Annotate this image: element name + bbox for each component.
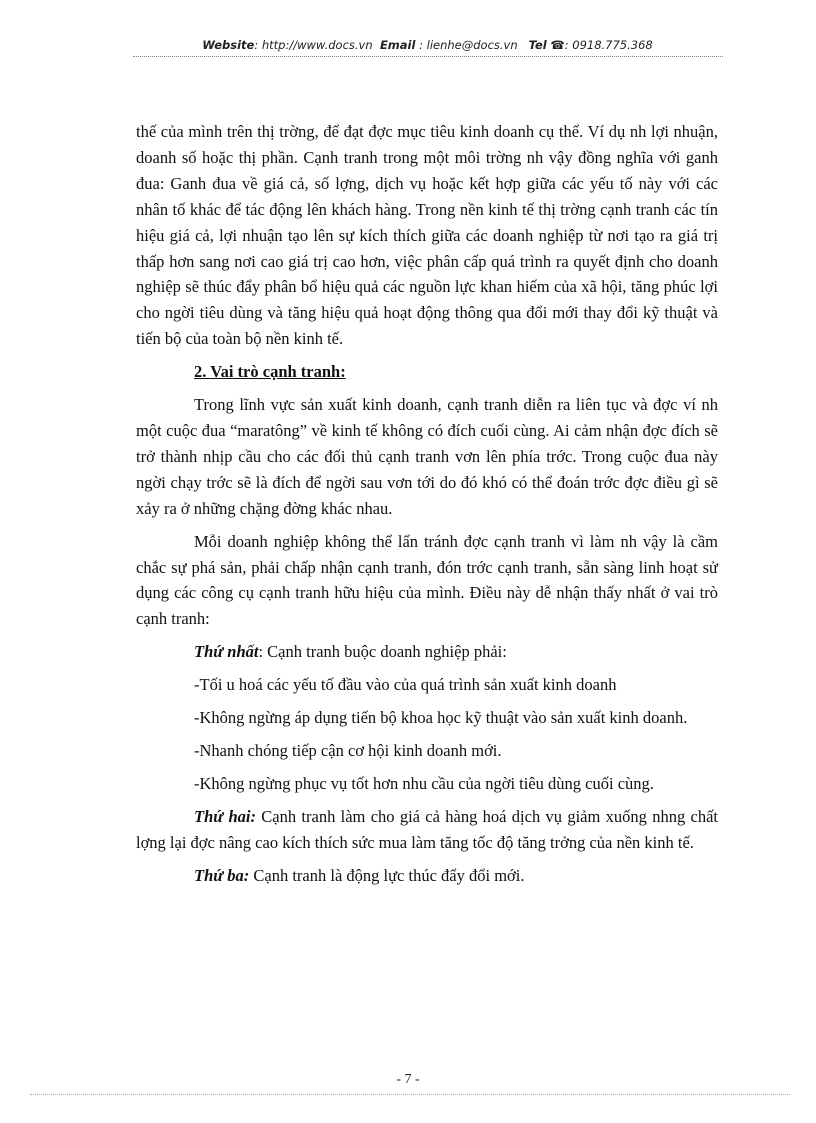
- paragraph-first: [136, 639, 718, 665]
- footer-divider: [30, 1094, 790, 1095]
- tel-label: Tel: [528, 38, 547, 52]
- email-value: : lienhe@docs.vn: [419, 38, 518, 52]
- bullet-item: -Không ngừng áp dụng tiến bộ khoa học kỹ thuật vào sản xuất kinh doanh.: [194, 708, 688, 728]
- page-header: [135, 38, 720, 56]
- paragraph-second: [136, 804, 718, 856]
- section-heading: 2. Vai trò cạnh tranh:: [194, 362, 346, 382]
- third-lead: Thứ ba:: [194, 865, 250, 885]
- email-label: Email: [379, 38, 416, 52]
- phone-icon: ☎: [550, 38, 565, 52]
- bullet-item: -Nhanh chóng tiếp cận cơ hội kinh doanh mới.: [194, 740, 502, 760]
- bullet-item: -Tối u hoá các yếu tố đầu vào của quá trình sản xuất kinh doanh: [194, 675, 617, 695]
- website-label: Website: [202, 38, 255, 52]
- bullet-item: -Không ngừng phục vụ tốt hơn nhu cầu của ngời tiêu dùng cuối cùng.: [194, 773, 654, 793]
- paragraph-intro: thế của mình trên thị trờng, để đạt đợc mục tiêu kinh doanh cụ thể. Ví dụ nh lợi nhuận, doanh số hoặc thị phần. Cạnh tranh trong một môi trờng nh vậy đồng nghĩa với ganh đua: Ganh đua về giá cả, số lợng, dịch vụ hoặc kết hợp giữa các yếu tố này với các nhân tố khác để tác động lên khách hàng. Trong nền kinh tế thị trờng cạnh tranh các tín hiệu giá cả, lợi nhuận tạo lên sự kích thích giữa các doanh nghiệp từ nơi tạo ra giá trị thấp hơn sang nơi cao giá trị cao hơn, việc phân cấp quá trình ra quyết định cho doanh nghiệp sẽ thúc đẩy phân bổ hiệu quả các nguồn lực khan hiếm của xã hội, tăng phúc lợi cho ngời tiêu dùng và tăng hiệu quả hoạt động thông qua đổi mới thay đổi kỹ thuật và tiến bộ của toàn bộ nền kinh tế.: [136, 122, 718, 349]
- paragraph-marathon: Trong lĩnh vực sản xuất kinh doanh, cạnh tranh diễn ra liên tục và đợc ví nh một cuộc đua “maratông” về kinh tế không có đích cuối cùng. Ai cảm nhận đợc đích sẽ trở thành nhịp cầu cho các đối thủ cạnh tranh vơn lên phía trớc. Trong cuộc đua này ngời chạy trớc sẽ là đích để ngời sau vơn tới do đó khó có thể đoán trớc đợc điều gì sẽ xảy ra ở những chặng đờng khác nhau.: [136, 395, 718, 518]
- document-body: [136, 119, 718, 895]
- tel-value: : 0918.775.368: [564, 38, 653, 52]
- first-lead: Thứ nhất: [194, 642, 259, 662]
- page-number: - 7 -: [396, 1072, 420, 1087]
- paragraph-competition: Mỗi doanh nghiệp không thể lẩn tránh đợc cạnh tranh vì làm nh vậy là cầm chắc sự phá sản, phải chấp nhận cạnh tranh, đón trớc cạnh tranh, sẵn sàng linh hoạt sử dụng các công cụ cạnh tranh hữu hiệu của mình. Điều này dễ nhận thấy nhất ở vai trò cạnh tranh:: [136, 531, 718, 629]
- header-divider: [133, 56, 723, 57]
- second-lead: Thứ hai:: [194, 806, 256, 826]
- second-text: Cạnh tranh làm cho giá cả hàng hoá dịch vụ giảm xuống nhng chất lợng lại đợc nâng cao kích thích sức mua làm tăng tốc độ tăng trởng của nền kinh tế.: [136, 806, 718, 852]
- third-text: Cạnh tranh là động lực thúc đẩy đổi mới.: [249, 865, 525, 885]
- paragraph-third: [136, 863, 718, 889]
- first-text: : Cạnh tranh buộc doanh nghiệp phải:: [258, 642, 507, 662]
- website-value: : http://www.docs.vn: [254, 38, 373, 52]
